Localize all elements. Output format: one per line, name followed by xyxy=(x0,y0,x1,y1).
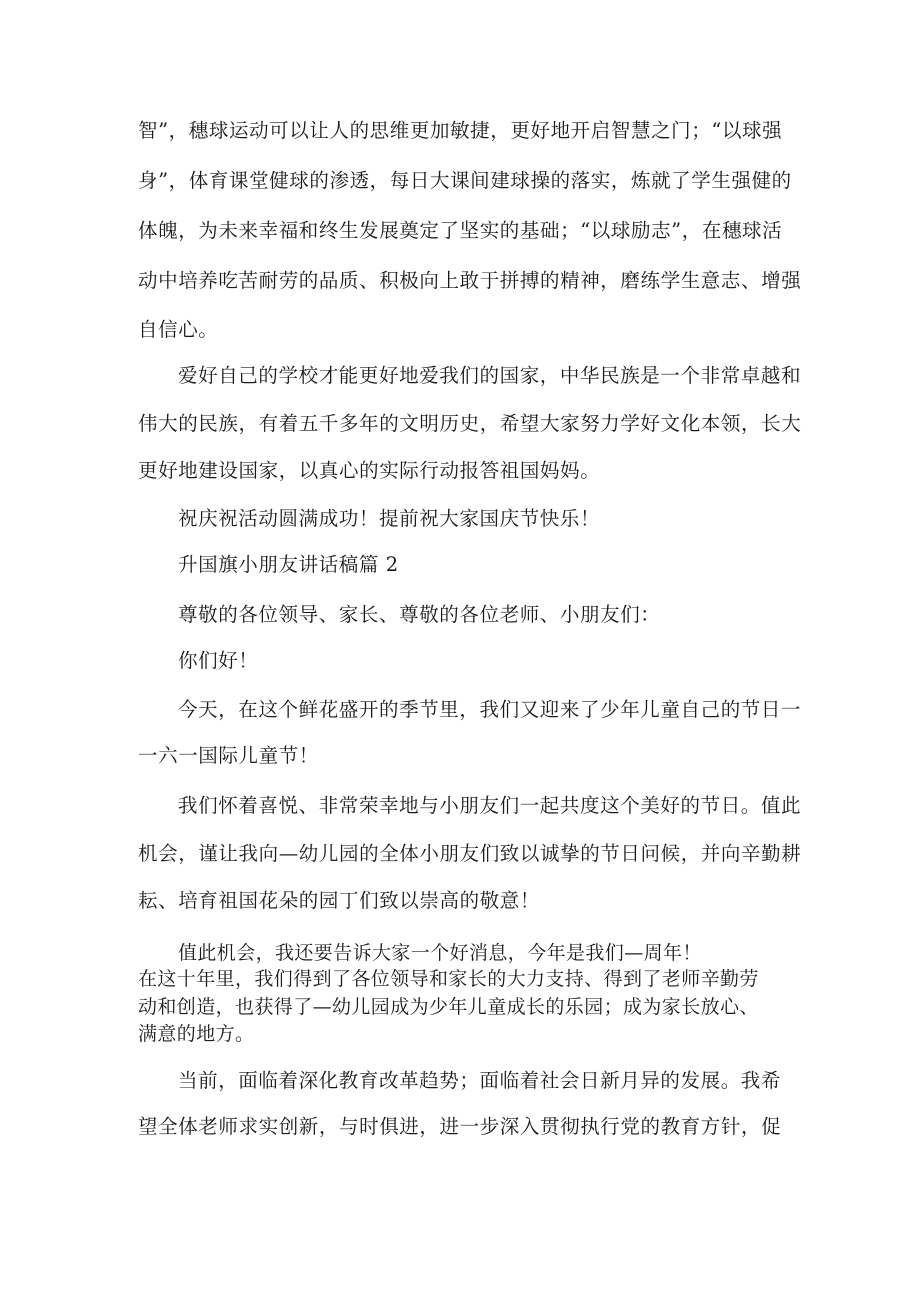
text-line: 耘、培育祖国花朵的园丁们致以崇高的敬意！ xyxy=(138,889,541,912)
text-line: 身”，体育课堂健球的渗透，每日大课间建球操的落实，炼就了学生强健的 xyxy=(138,169,792,192)
text-line: 一六一国际儿童节！ xyxy=(138,744,319,767)
text-line: 体魄，为未来幸福和终生发展奠定了坚实的基础；“以球励志”，在穗球活 xyxy=(138,219,783,242)
text-line: 当前，面临着深化教育改革趋势；面临着社会日新月异的发展。我希 xyxy=(178,1069,782,1092)
text-line: 满意的地方。 xyxy=(138,1023,255,1045)
text-line: 更好地建设国家，以真心的实际行动报答祖国妈妈。 xyxy=(138,459,601,482)
text-line: 祝庆祝活动圆满成功！提前祝大家国庆节快乐！ xyxy=(178,507,601,530)
text-line: 智”，穗球运动可以让人的思维更加敏捷，更好地开启智慧之门；“以球强 xyxy=(138,119,783,142)
section-heading: 升国旗小朋友讲话稿篇 2 xyxy=(178,553,399,576)
text-line: 值此机会，我还要告诉大家一个好消息，今年是我们—周年！ xyxy=(178,942,702,964)
text-line: 动和创造，也获得了—幼儿园成为少年儿童成长的乐园；成为家长放心、 xyxy=(138,996,759,1018)
text-line: 今天，在这个鲜花盛开的季节里，我们又迎来了少年儿童自己的节日一 xyxy=(178,698,802,721)
text-line: 伟大的民族，有着五千多年的文明历史，希望大家努力学好文化本领，长大 xyxy=(138,412,802,435)
greeting: 你们好！ xyxy=(178,649,259,672)
text-line: 爱好自己的学校才能更好地爱我们的国家，中华民族是一个非常卓越和 xyxy=(178,364,802,387)
text-line: 在这十年里，我们得到了各位领导和家长的大力支持、得到了老师辛勤劳 xyxy=(138,968,759,990)
text-line: 我们怀着喜悦、非常荣幸地与小朋友们一起共度这个美好的节日。值此 xyxy=(178,794,802,817)
text-line: 机会，谨让我向—幼儿园的全体小朋友们致以诚挚的节日问候，并向辛勤耕 xyxy=(138,842,802,865)
salutation: 尊敬的各位领导、家长、尊敬的各位老师、小朋友们： xyxy=(178,603,661,626)
text-line: 望全体老师求实创新，与时俱进，进一步深入贯彻执行党的教育方针，促 xyxy=(138,1115,782,1138)
text-line: 自信心。 xyxy=(138,318,219,341)
text-line: 动中培养吃苦耐劳的品质、积极向上敢于拼搏的精神，磨练学生意志、增强 xyxy=(138,269,802,292)
